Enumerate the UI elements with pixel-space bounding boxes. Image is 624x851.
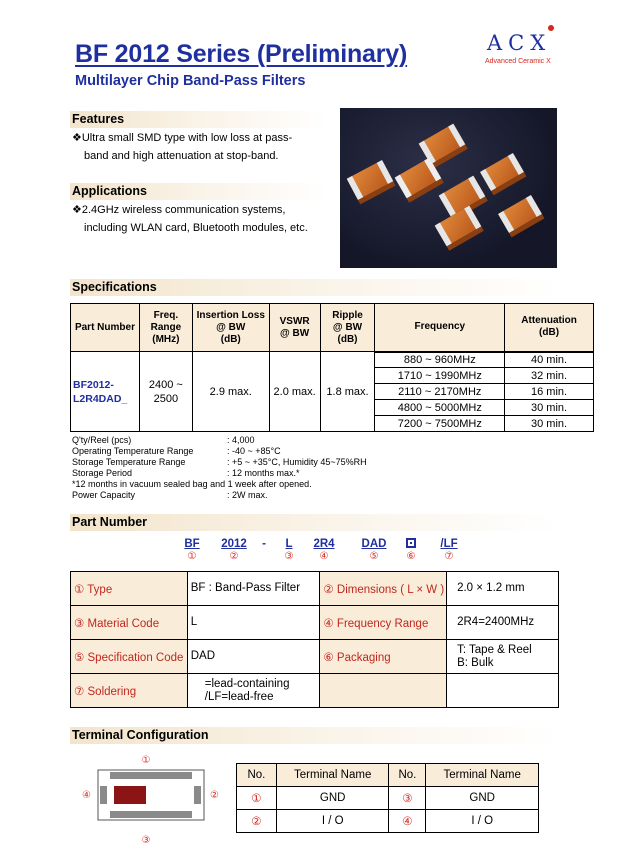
terminal-name: GND [426, 787, 539, 810]
value-frequency-range: 2R4=2400MHz [447, 606, 559, 640]
key-dimensions: ② Dimensions ( L × W ) [320, 572, 447, 606]
col-il-l1: Insertion Loss [196, 309, 265, 321]
page-subtitle: Multilayer Chip Band-Pass Filters [75, 73, 306, 89]
packaging-box-icon [406, 538, 416, 548]
terminal-diagram [80, 752, 220, 847]
cell-frequency: 2110 ~ 2170MHz [375, 384, 505, 400]
note-value: : -40 ~ +85°C [227, 446, 281, 456]
table-row [237, 810, 539, 833]
note-row [72, 490, 312, 501]
col-attenuation [505, 304, 594, 352]
terminal-name: I / O [276, 810, 389, 833]
terminal-header-row [237, 764, 539, 787]
col-ripple [320, 304, 375, 352]
note-row [72, 468, 312, 479]
features-text [72, 129, 292, 165]
value-dimensions: 2.0 × 1.2 mm [447, 572, 559, 606]
acx-logo [484, 25, 574, 70]
col-freq-range-l3: (MHz) [152, 333, 180, 345]
chip-7 [498, 195, 544, 237]
key-specification-code: ⑤ Specification Code [71, 640, 188, 674]
key-packaging: ⑥ Packaging [320, 640, 447, 674]
logo-tagline: Advanced Ceramic X [485, 58, 551, 65]
table-row [71, 674, 559, 708]
terminal-layout-drawing [80, 752, 220, 847]
value-packaging [447, 640, 559, 674]
spec-notes [72, 435, 367, 501]
code-segment-dash: - [262, 538, 266, 550]
terminal-name: I / O [426, 810, 539, 833]
col-freq-range-l2: Range [150, 321, 182, 333]
terminal-heading: Terminal Configuration [70, 727, 559, 744]
value-specification-code: DAD [187, 640, 320, 674]
note-label: Operating Temperature Range [72, 446, 194, 456]
part-number-code [0, 538, 624, 568]
applications-text [72, 201, 308, 237]
part-number-heading: Part Number [70, 514, 559, 531]
applications-line-1: ❖2.4GHz wireless communication systems, [72, 204, 286, 216]
chip-components-photo [340, 108, 557, 268]
table-row [71, 640, 559, 674]
key-soldering: ⑦ Soldering [71, 674, 188, 708]
note-value: : 4,000 [227, 435, 255, 445]
features-line-2: band and high attenuation at stop-band. [84, 150, 279, 162]
cell-attenuation: 16 min. [505, 384, 594, 400]
part-number-table [70, 571, 559, 708]
code-segment-type: BF ① [184, 538, 200, 562]
note-value: : 2W max. [227, 490, 268, 500]
value-material-code: L [187, 606, 320, 640]
cell-frequency: 4800 ~ 5000MHz [375, 400, 505, 416]
terminal-no: ③ [389, 787, 426, 810]
cell-insertion-loss: 2.9 max. [192, 352, 269, 432]
cell-attenuation: 40 min. [505, 352, 594, 368]
terminal-3-pad [110, 811, 192, 818]
code-segment-soldering: /LF ⑦ [440, 538, 458, 562]
note-label: *12 months in vacuum sealed bag and 1 week after opened. [72, 479, 312, 489]
key-type: ① Type [71, 572, 188, 606]
cell-freq-range [139, 352, 192, 432]
key-material-code: ③ Material Code [71, 606, 188, 640]
soldering-lead-free: /LF=lead-free [204, 690, 274, 703]
logo-dot [548, 25, 554, 31]
code-segment-material: L ③ [284, 538, 294, 562]
part-number-l2: L2R4DAD_ [73, 392, 128, 405]
freq-range-l1: 2400 ~ [148, 378, 183, 391]
cell-frequency: 1710 ~ 1990MHz [375, 368, 505, 384]
applications-heading: Applications [70, 183, 327, 200]
code-segment-packaging: ⑥ [403, 538, 419, 562]
cell-ripple: 1.8 max. [320, 352, 375, 432]
table-row [71, 572, 559, 606]
diagram-label-3: ③ [141, 835, 151, 846]
part-number-l1: BF2012- [73, 378, 114, 391]
col-terminal-name-2: Terminal Name [426, 764, 539, 787]
note-label: Storage Period [72, 468, 133, 478]
col-ripple-l2: @ BW [332, 321, 363, 333]
logo-text: ACX [487, 31, 552, 55]
value-type: BF : Band-Pass Filter [187, 572, 320, 606]
table-row [71, 352, 594, 368]
note-label: Storage Temperature Range [72, 457, 186, 467]
note-label: Q'ty/Reel (pcs) [72, 435, 132, 445]
terminal-table [236, 763, 539, 833]
note-row [72, 435, 312, 446]
cell-vswr: 2.0 max. [269, 352, 320, 432]
code-segment-spec: DAD ⑤ [361, 538, 387, 562]
cell-attenuation: 32 min. [505, 368, 594, 384]
diagram-label-4: ④ [82, 790, 91, 801]
specifications-table [70, 303, 594, 432]
chip-6 [435, 206, 484, 251]
cell-attenuation: 30 min. [505, 416, 594, 432]
chip-4 [480, 153, 526, 195]
chips-illustration [340, 108, 557, 268]
note-row [72, 446, 312, 457]
col-vswr-l2: @ BW [280, 327, 310, 339]
spec-header-row [71, 304, 594, 352]
terminal-no: ② [237, 810, 277, 833]
note-value: : 12 months max.* [227, 468, 300, 478]
code-segment-dimensions: 2012 ② [221, 538, 247, 562]
col-part-number: Part Number [71, 304, 140, 352]
col-freq-range-l1: Freq. [153, 309, 179, 321]
col-vswr [269, 304, 320, 352]
col-ripple-l3: (dB) [337, 333, 358, 345]
page-title: BF 2012 Series (Preliminary) [75, 40, 408, 68]
specifications-heading: Specifications [70, 279, 559, 296]
cell-part-number [71, 352, 140, 432]
note-label: Power Capacity [72, 490, 136, 500]
code-segment-frequency: 2R4 ④ [313, 538, 335, 562]
col-insertion-loss [192, 304, 269, 352]
diagram-label-2: ② [210, 790, 219, 801]
terminal-2-pad [194, 786, 201, 804]
col-atten-l2: (dB) [539, 327, 560, 339]
col-ripple-l1: Ripple [332, 309, 363, 321]
table-row [71, 606, 559, 640]
soldering-lead: =lead-containing [204, 677, 290, 690]
terminal-name: GND [276, 787, 389, 810]
packaging-tape: T: Tape & Reel [457, 643, 532, 656]
col-vswr-l1: VSWR [279, 315, 310, 327]
terminal-1-pad [110, 772, 192, 779]
cell-frequency: 7200 ~ 7500MHz [375, 416, 505, 432]
table-row [237, 787, 539, 810]
features-line-1: ❖Ultra small SMD type with low loss at pass- [72, 132, 293, 144]
col-atten-l1: Attenuation [521, 315, 577, 327]
col-frequency: Frequency [375, 304, 505, 352]
col-il-l2: @ BW [216, 321, 246, 333]
chip-2 [347, 160, 396, 204]
key-frequency-range: ④ Frequency Range [320, 606, 447, 640]
value-empty [447, 674, 559, 708]
col-terminal-name-1: Terminal Name [276, 764, 389, 787]
chip-marking [114, 786, 146, 804]
packaging-bulk: B: Bulk [457, 656, 494, 669]
terminal-no: ① [237, 787, 277, 810]
col-no-1: No. [237, 764, 277, 787]
freq-range-l2: 2500 [153, 392, 179, 405]
col-freq-range [139, 304, 192, 352]
col-no-2: No. [389, 764, 426, 787]
terminal-4-pad [100, 786, 107, 804]
note-row [72, 457, 367, 468]
note-value: : +5 ~ +35°C, Humidity 45~75%RH [227, 457, 367, 467]
features-heading: Features [70, 111, 327, 128]
cell-frequency: 880 ~ 960MHz [375, 352, 505, 368]
applications-line-2: including WLAN card, Bluetooth modules, etc. [84, 222, 308, 234]
cell-attenuation: 30 min. [505, 400, 594, 416]
key-empty [320, 674, 447, 708]
diagram-label-1: ① [141, 755, 151, 766]
terminal-no: ④ [389, 810, 426, 833]
col-il-l3: (dB) [220, 333, 241, 345]
note-row [72, 479, 312, 490]
value-soldering [187, 674, 320, 708]
